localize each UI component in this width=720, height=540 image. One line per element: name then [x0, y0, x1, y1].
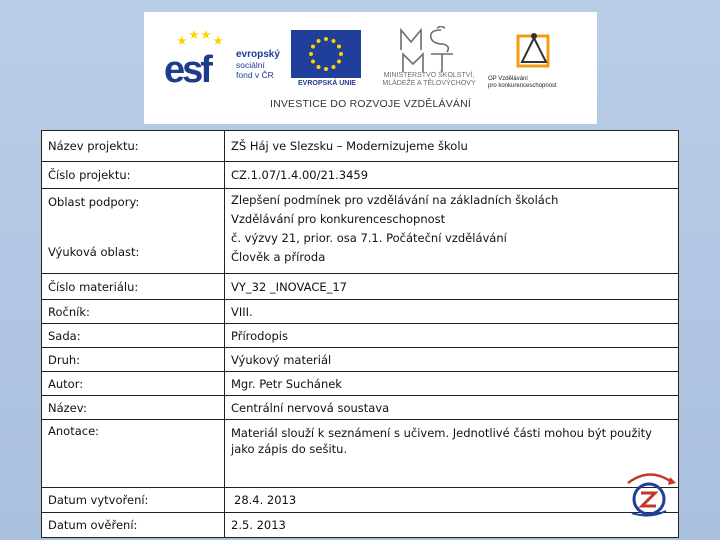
row-key: Číslo projektu:	[42, 162, 225, 189]
row-key: Druh:	[42, 348, 225, 372]
school-logo-icon	[622, 471, 676, 517]
svg-text:esf: esf	[164, 49, 210, 86]
row-value: Materiál slouží k seznámení s učivem. Jednotlivé části mohou být použity jako zápis do sešitu.	[225, 420, 679, 488]
row-value: ZŠ Háj ve Slezsku – Modernizujeme školu	[225, 131, 679, 162]
table-row	[42, 348, 679, 372]
eu-label: EVROPSKÁ UNIE	[298, 80, 356, 87]
table-row	[42, 396, 679, 420]
row-key-group	[42, 189, 225, 274]
row-value: Přírodopis	[225, 324, 679, 348]
banner-tagline: INVESTICE DO ROZVOJE VZDĚLÁVÁNÍ	[269, 98, 472, 110]
row-key: Výuková oblast:	[48, 245, 140, 259]
row-value: CZ.1.07/1.4.00/21.3459	[225, 162, 679, 189]
table-row	[42, 274, 679, 300]
op-line-2: pro konkurenceschopnost	[488, 83, 557, 89]
row-value: Centrální nervová soustava	[225, 396, 679, 420]
msmt-line-2: MLÁDEŽE A TĚLOVÝCHOVY	[382, 80, 476, 87]
row-key: Datum ověření:	[42, 513, 225, 538]
row-key: Datum vytvoření:	[42, 488, 225, 513]
row-value: VY_32 _INOVACE_17	[225, 274, 679, 300]
row-value-group	[225, 189, 679, 274]
table-row	[42, 300, 679, 324]
row-value: Člověk a příroda	[231, 250, 326, 264]
logo-banner	[144, 12, 597, 124]
row-value: Mgr. Petr Suchánek	[225, 372, 679, 396]
table-row	[42, 372, 679, 396]
row-key: Autor:	[42, 372, 225, 396]
op-logo-icon	[512, 30, 556, 74]
row-value: Výukový materiál	[225, 348, 679, 372]
project-info-table	[41, 130, 679, 538]
msmt-logo-icon	[397, 26, 457, 76]
row-value: Vzdělávání pro konkurenceschopnost	[231, 212, 446, 226]
esf-logo-icon	[164, 28, 234, 86]
row-key: Oblast podpory:	[48, 195, 140, 209]
row-key: Název projektu:	[42, 131, 225, 162]
table-row	[42, 513, 679, 538]
op-line-1: OP Vzdělávání	[488, 76, 528, 82]
esf-line-1: evropský	[236, 49, 280, 60]
row-value: 28.4. 2013	[225, 488, 679, 513]
row-key: Číslo materiálu:	[42, 274, 225, 300]
row-value: VIII.	[225, 300, 679, 324]
table-row	[42, 162, 679, 189]
esf-line-2: sociální	[236, 60, 265, 70]
msmt-line-1: MINISTERSTVO ŠKOLSTVÍ,	[383, 72, 475, 79]
row-value: 2.5. 2013	[225, 513, 679, 538]
table-row	[42, 488, 679, 513]
msmt-text	[369, 72, 489, 88]
row-key: Název:	[42, 396, 225, 420]
table-row	[42, 131, 679, 162]
table-row	[42, 324, 679, 348]
row-key: Sada:	[42, 324, 225, 348]
row-key: Anotace:	[42, 420, 225, 488]
op-text	[488, 76, 578, 90]
eu-flag-icon	[291, 30, 361, 78]
row-value: Zlepšení podmínek pro vzdělávání na základních školách	[231, 193, 559, 207]
table-row	[42, 189, 679, 274]
esf-line-3: fond v ČR	[236, 70, 274, 80]
esf-logo-text	[236, 50, 280, 80]
row-value: č. výzvy 21, prior. osa 7.1. Počáteční vzdělávání	[231, 231, 507, 245]
table-row	[42, 420, 679, 488]
row-key: Ročník:	[42, 300, 225, 324]
